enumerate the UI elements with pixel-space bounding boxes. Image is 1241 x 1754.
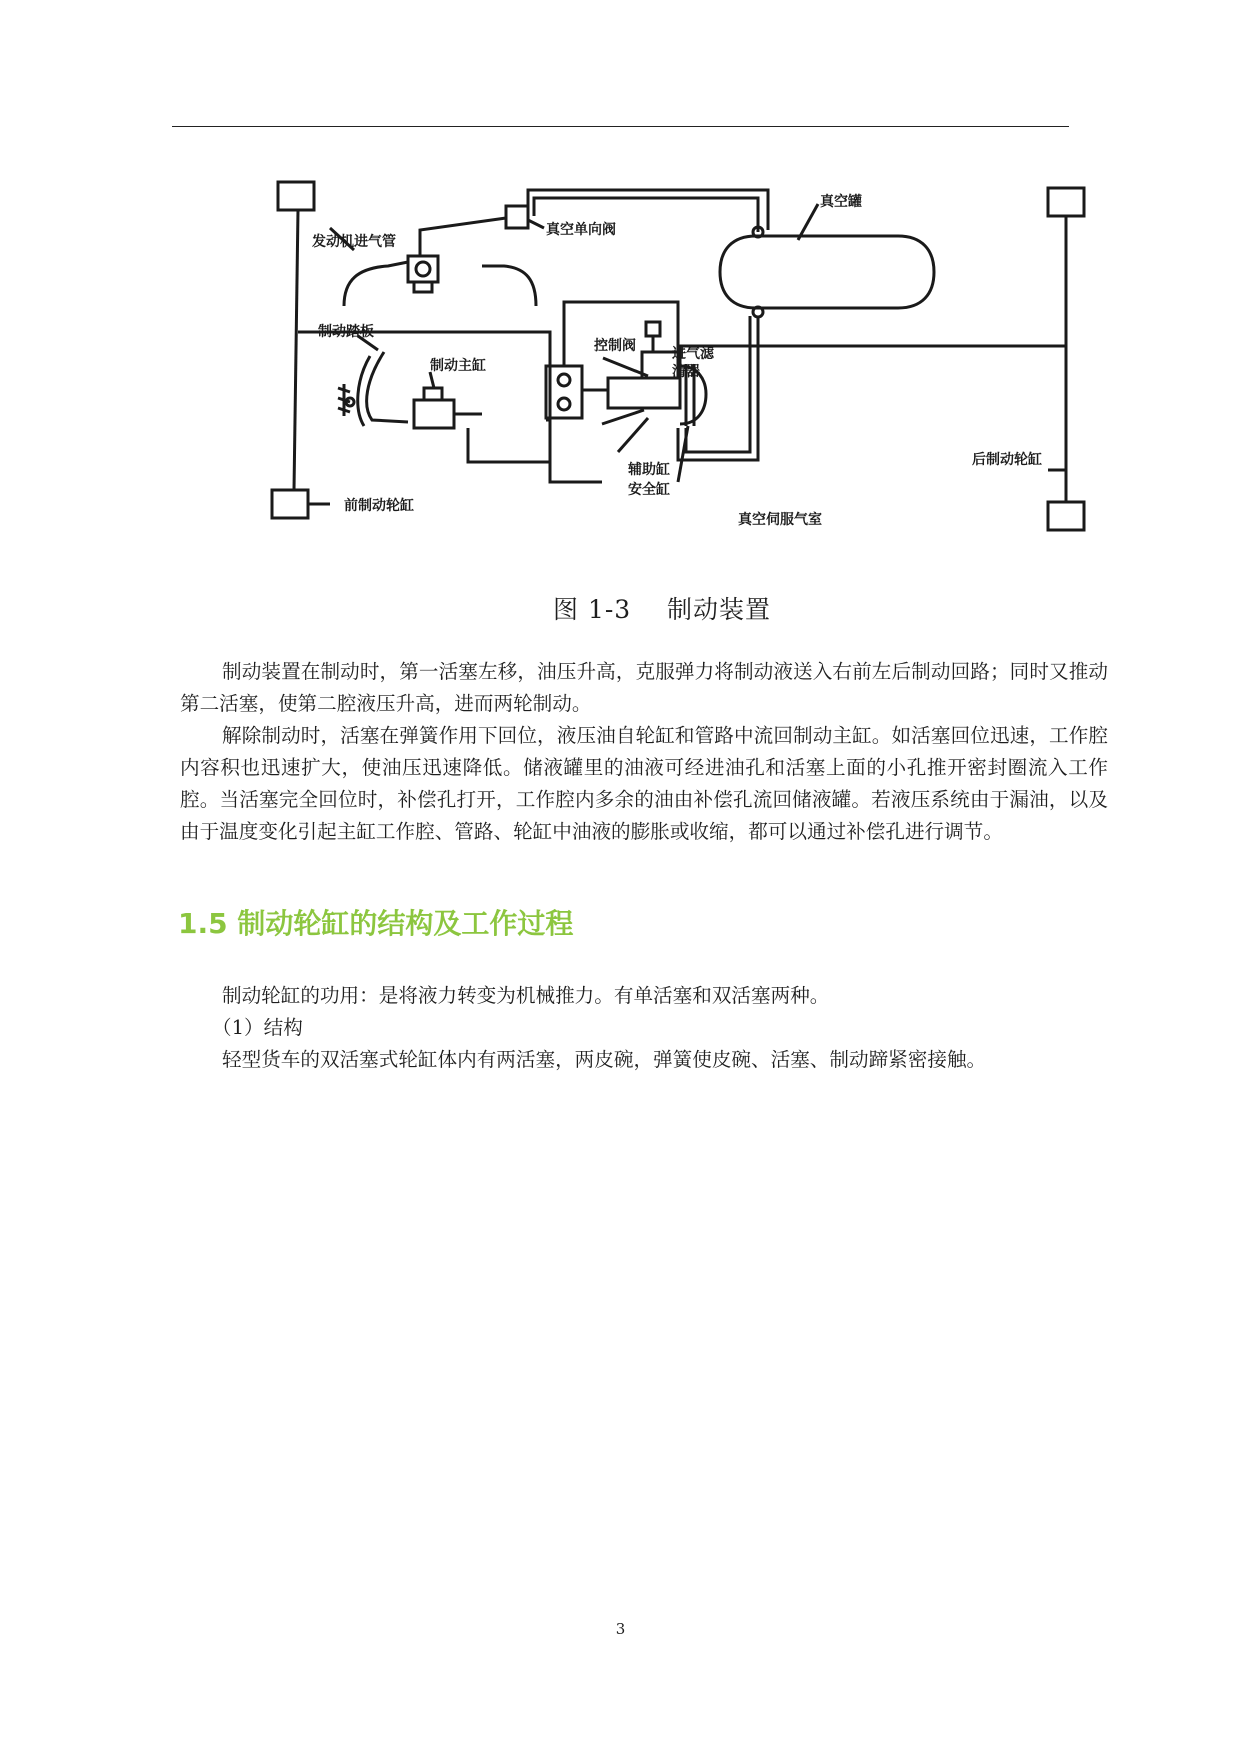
section-line-function: 制动轮缸的功用：是将液力转变为机械推力。有单活塞和双活塞两种。: [222, 984, 830, 1007]
label-servo-chamber: 真空伺服气室: [738, 512, 822, 528]
header-rule: [172, 126, 1069, 127]
label-vacuum-tank: 真空罐: [820, 194, 862, 210]
label-rear-wheel-cylinder: 后制动轮缸: [972, 452, 1042, 468]
front-left-wheel: [278, 182, 314, 210]
rear-right-wheel-bottom: [1048, 502, 1084, 530]
label-intake-filter-1: 进气滤: [672, 346, 714, 362]
label-intake: 发动机进气管: [312, 234, 396, 250]
label-check-valve: 真空单向阀: [546, 222, 616, 238]
section-line-structure-title: （1）结构: [212, 1016, 303, 1039]
label-control-valve: 控制阀: [594, 338, 636, 354]
paragraph-braking: 制动装置在制动时，第一活塞左移，油压升高，克服弹力将制动液送入右前左后制动回路；同时又推动第二活塞，使第二腔液压升高，进而两轮制动。: [180, 659, 1108, 715]
section-line-structure-desc: 轻型货车的双活塞式轮缸体内有两活塞，两皮碗，弹簧使皮碗、活塞、制动蹄紧密接触。: [222, 1048, 987, 1071]
label-intake-filter-2: 清器: [672, 364, 700, 380]
figure-caption: 图 1-3 制动装置: [553, 595, 771, 624]
label-master-cylinder: 制动主缸: [430, 358, 486, 374]
vacuum-tank: [720, 236, 934, 308]
front-left-wheel-bottom: [272, 490, 308, 518]
section-heading: 1.5 制动轮缸的结构及工作过程: [178, 907, 574, 940]
label-aux-cylinder: 辅助缸: [628, 462, 670, 478]
label-brake-pedal: 制动踏板: [318, 324, 374, 340]
paragraph-release: 解除制动时，活塞在弹簧作用下回位，液压油自轮缸和管路中流回制动主缸。如活塞回位迅速，工作腔内容积也迅速扩大，使油压迅速降低。储液罐里的油液可经进油孔和活塞上面的小孔推开密封圈流入工作腔。当活塞完全回位时，补偿孔打开，工作腔内多余的油由补偿孔流回储液罐。若液压系统由于漏油，以及由于温度变化引起主缸工作腔、管路、轮缸中油液的膨胀或收缩，都可以通过补偿孔进行调节。: [180, 723, 1108, 843]
rear-right-wheel: [1048, 188, 1084, 216]
label-front-wheel-cylinder: 前制动轮缸: [344, 498, 414, 514]
label-safety-cylinder: 安全缸: [628, 482, 670, 498]
brake-system-diagram: [258, 170, 1126, 570]
page-number: 3: [615, 1620, 626, 1638]
